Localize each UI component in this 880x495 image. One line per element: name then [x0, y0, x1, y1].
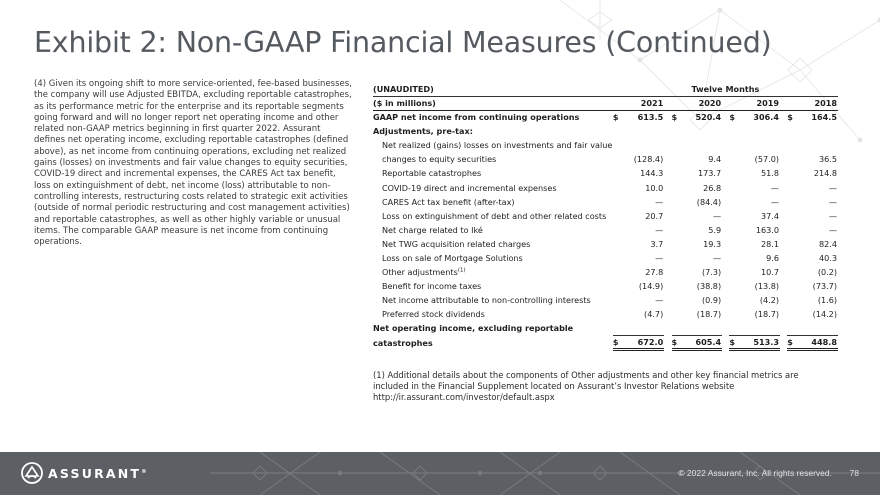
row-value-2021: (4.7) [644, 309, 664, 320]
row-value-2019: (4.2) [759, 295, 780, 306]
row-value-2019: 9.6 [766, 252, 780, 263]
row-value-2021: 20.7 [645, 210, 664, 221]
table-row [373, 251, 838, 265]
table-row [373, 307, 838, 321]
row-value-2019: 28.1 [760, 238, 780, 249]
row-value-2018: 82.4 [818, 238, 837, 249]
currency-symbol: $ [613, 336, 622, 350]
row-label-text: Loss on sale of Mortgage Solutions [382, 252, 523, 263]
row-value-2020: 5.9 [708, 224, 722, 235]
currency-symbol: $ [787, 336, 796, 350]
footnote-url: http://ir.assurant.com/investor/default.aspx [373, 392, 555, 403]
row-label [373, 251, 613, 265]
units-label: ($ in millions) [373, 96, 613, 110]
row-value-2018: — [828, 224, 837, 235]
row-label-text: Loss on extinguishment of debt and other related costs [382, 210, 607, 221]
row-value-2019: (13.8) [754, 281, 780, 292]
row-value-2021: — [655, 252, 664, 263]
row-value-2020: (84.4) [696, 196, 722, 207]
row-value-2020: (18.7) [696, 309, 722, 320]
table-row [373, 152, 838, 166]
total-value-2021: 672.0 [622, 336, 664, 350]
table-row [373, 223, 838, 237]
row-label-text: Net charge related to Iké [382, 224, 483, 235]
row-label-text: CARES Act tax benefit (after-tax) [382, 196, 515, 207]
row-label [373, 152, 613, 166]
table-header-row [373, 82, 838, 96]
gaap-net-income-row [373, 110, 838, 124]
row-value-2021: (14.9) [638, 281, 664, 292]
non-gaap-reconciliation-table [373, 82, 838, 351]
row-value-2021: — [655, 295, 664, 306]
row-value-2021: — [655, 224, 664, 235]
total-value-2019: 513.3 [739, 336, 780, 350]
table-row [373, 138, 838, 152]
row-value-2018: 40.3 [818, 252, 837, 263]
table-row [373, 279, 838, 293]
row-value-2019 [739, 138, 780, 152]
row-label [373, 209, 613, 223]
row-value-2020: (38.8) [696, 281, 722, 292]
row-label [373, 237, 613, 251]
footnote [373, 370, 833, 403]
total-label-row [373, 321, 838, 335]
row-value-2021: 27.8 [645, 267, 664, 278]
row-value-2021: 144.3 [640, 168, 664, 179]
row-value-2020: (0.9) [701, 295, 722, 306]
year-2018: 2018 [796, 96, 838, 110]
table-row [373, 180, 838, 194]
row-label-text: changes to equity securities [382, 154, 497, 165]
row-label [373, 293, 613, 307]
brand-name: ASSURANT [48, 466, 142, 481]
row-value-2019: (57.0) [754, 154, 780, 165]
copyright-text: © 2022 Assurant, Inc. All rights reserved. [678, 468, 832, 478]
row-value-2018: — [828, 210, 837, 221]
row-value-2019: (18.7) [754, 309, 780, 320]
row-label [373, 279, 613, 293]
row-value-2020: 173.7 [697, 168, 722, 179]
row-label-text: Reportable catastrophes [382, 168, 482, 179]
row-label-text: Other adjustments [382, 267, 458, 278]
row-label [373, 265, 613, 279]
footer-bar [0, 452, 880, 495]
year-2019: 2019 [739, 96, 780, 110]
row-value-2021: (128.4) [633, 154, 664, 165]
total-value-2018: 448.8 [796, 336, 838, 350]
currency-symbol: $ [787, 112, 793, 123]
gaap-value-2018: 164.5 [811, 112, 837, 123]
brand-wordmark [48, 466, 149, 481]
row-value-2020: — [713, 252, 722, 263]
total-label-line2: catastrophes [373, 337, 433, 348]
row-value-2019: 37.4 [760, 210, 780, 221]
row-value-2019: — [770, 182, 780, 193]
row-label-text: Net income attributable to non-controlling interests [382, 295, 591, 306]
table-row [373, 166, 838, 180]
adjustment-rows [373, 138, 838, 321]
row-value-2021 [622, 138, 664, 152]
currency-symbol: $ [671, 112, 678, 123]
period-label: Twelve Months [613, 82, 838, 96]
row-value-2020: 19.3 [703, 238, 722, 249]
row-value-2021: — [655, 196, 664, 207]
unaudited-label: (UNAUDITED) [373, 82, 613, 96]
gaap-label: GAAP net income from continuing operations [373, 112, 580, 123]
currency-symbol: $ [729, 112, 736, 123]
assurant-logo-icon [21, 462, 43, 484]
adjustments-label: Adjustments, pre-tax: [373, 126, 473, 137]
total-value-2020: 605.4 [681, 336, 722, 350]
table-row [373, 293, 838, 307]
year-header-row [373, 96, 838, 110]
row-label-text: Benefit for income taxes [382, 281, 482, 292]
total-row [373, 336, 838, 350]
table-row [373, 237, 838, 251]
row-value-2019: — [770, 196, 780, 207]
row-label [373, 307, 613, 321]
trademark-symbol: ® [141, 468, 149, 475]
row-label [373, 223, 613, 237]
row-label-text: Net TWG acquisition related charges [382, 238, 531, 249]
row-value-2020: — [713, 210, 722, 221]
row-label [373, 166, 613, 180]
page-number: 78 [849, 468, 859, 478]
currency-symbol: $ [729, 336, 738, 350]
row-value-2021: 3.7 [650, 238, 664, 249]
footnote-marker: (1) [457, 267, 466, 274]
footnote-line2: included in the Financial Supplement located on Assurant’s Investor Relations website [373, 381, 735, 392]
row-value-2018: (1.6) [817, 295, 837, 306]
row-value-2020 [681, 138, 722, 152]
row-value-2020: (7.3) [701, 267, 722, 278]
gaap-value-2020: 520.4 [695, 112, 722, 123]
row-value-2018: — [828, 182, 837, 193]
table-row [373, 195, 838, 209]
row-value-2019: 10.7 [760, 267, 780, 278]
row-value-2021: 10.0 [645, 182, 664, 193]
row-value-2020: 9.4 [708, 154, 722, 165]
row-label-text: Preferred stock dividends [382, 309, 485, 320]
footnote-line1: (1) Additional details about the components of Other adjustments and other key financial metrics are [373, 370, 799, 380]
total-label-line1: Net operating income, excluding reportable [373, 323, 574, 334]
row-label-text: Net realized (gains) losses on investments and fair value [382, 140, 613, 151]
row-value-2019: 51.8 [760, 168, 780, 179]
row-value-2019: 163.0 [755, 224, 780, 235]
table-row [373, 209, 838, 223]
currency-symbol: $ [672, 336, 681, 350]
row-value-2018: 36.5 [818, 154, 837, 165]
adjustments-heading-row [373, 124, 838, 138]
row-value-2018: — [828, 196, 837, 207]
row-value-2018: (0.2) [817, 267, 837, 278]
currency-symbol: $ [612, 112, 619, 123]
row-value-2018: (14.2) [812, 309, 837, 320]
gaap-value-2021: 613.5 [637, 112, 664, 123]
row-label-text: COVID-19 direct and incremental expenses [382, 182, 557, 193]
definition-note: (4) Given its ongoing shift to more service-oriented, fee-based businesses, the company will use Adjusted EBITDA, excluding reportable catastrophes, as its performance metric for the enterprise and its reportable segments going forward and will no longer report net operating income and other related non-GAAP metrics beginning in first quarter 2022. Assurant defines net operating income, excluding reportable catastrophes (defined above), as net income from continuing operations, excluding net realized gains (losses) on investments and fair value changes to equity securities, COVID-19 direct and incremental expenses, the CARES Act tax benefit, loss on extinguishment of debt, net income (loss) attributable to non-controlling interests, restructuring costs related to strategic exit activities (outside of normal periodic restructuring and cost management activities) and reportable catastrophes, as well as other highly variable or unusual items. The comparable GAAP measure is net income from continuing operations. [34, 79, 352, 248]
row-value-2018: 214.8 [813, 168, 837, 179]
gaap-value-2019: 306.4 [753, 112, 780, 123]
row-label [373, 180, 613, 194]
row-label [373, 138, 613, 152]
row-value-2018: (73.7) [812, 281, 837, 292]
year-2020: 2020 [681, 96, 722, 110]
row-value-2020: 26.8 [703, 182, 722, 193]
row-value-2018 [796, 138, 838, 152]
table-row [373, 265, 838, 279]
page-title: Exhibit 2: Non-GAAP Financial Measures (Continued) [34, 26, 772, 59]
year-2021: 2021 [622, 96, 664, 110]
row-label [373, 195, 613, 209]
